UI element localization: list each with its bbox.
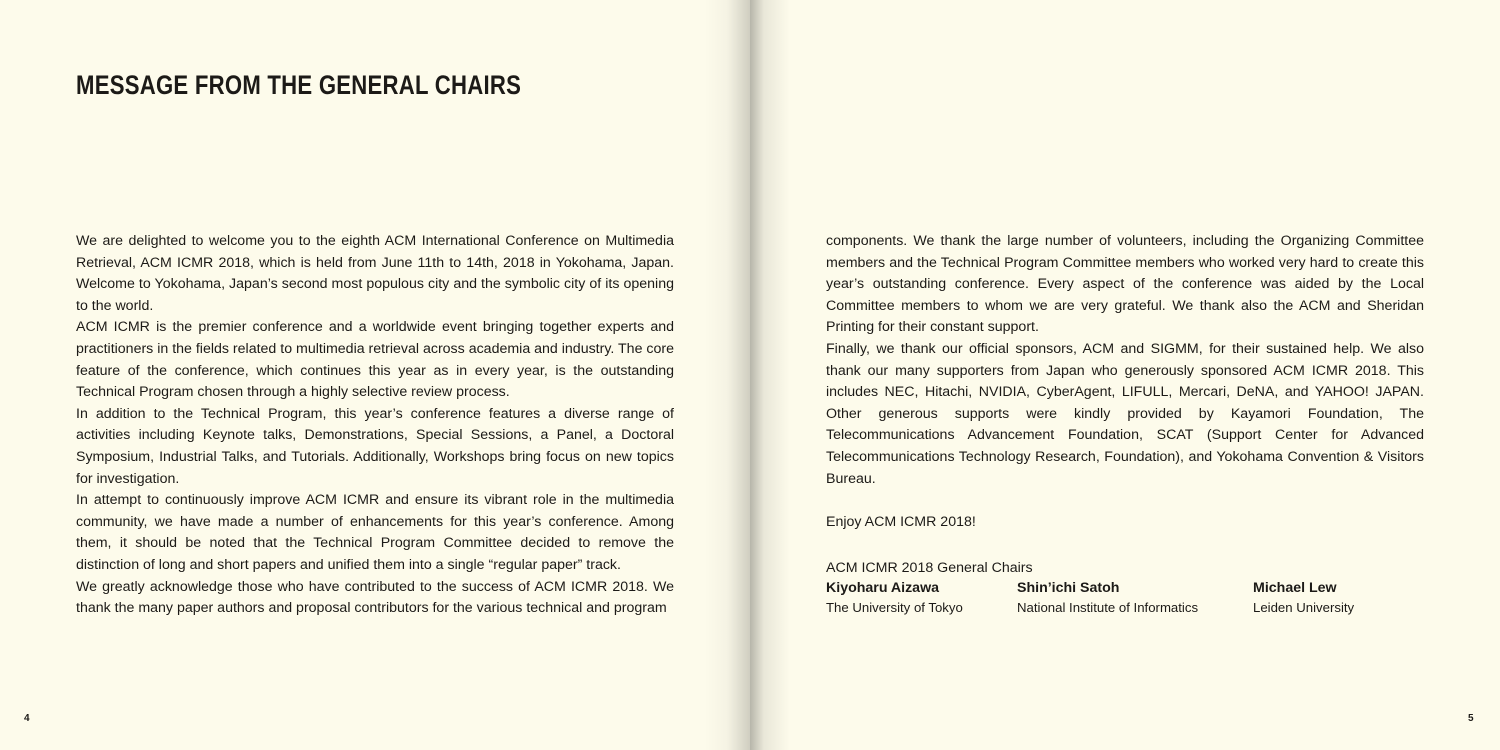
right-page	[750, 0, 1500, 750]
left-body-text	[76, 231, 674, 620]
chair-affiliation: The University of Tokyo	[826, 600, 963, 615]
chair-entry	[1017, 579, 1198, 617]
chair-name: Michael Lew	[1253, 580, 1337, 596]
right-body-text	[826, 231, 1424, 533]
page-title: MESSAGE FROM THE GENERAL CHAIRS	[76, 70, 522, 100]
chair-name: Kiyoharu Aizawa	[826, 580, 940, 596]
chair-entry	[826, 579, 963, 617]
closing-line: Enjoy ACM ICMR 2018!	[826, 513, 976, 530]
page-number-left: 4	[24, 713, 30, 724]
chairs-heading: ACM ICMR 2018 General Chairs	[826, 560, 1033, 576]
chair-entry	[1253, 579, 1354, 617]
paragraph-welcome: We are delighted to welcome you to the eighth ACM International Conference on Multimedia Retrieval, ACM ICMR 2018, which is held from June 11th to 14th, 2018 in Yokohama, Japan. Welcome to Yokohama, Japan’s second most populous city and the symbolic city of its opening to the world.	[76, 233, 674, 314]
gutter-shadow-left	[704, 0, 750, 750]
paragraph-volunteers: components. We thank the large number of volunteers, including the Organizing Committee members and the Technical Program Committee members who worked very hard to create this year’s outstanding conference. Every aspect of the conference was aided by the Local Committee members to whom we are very grateful. We thank also the ACM and Sheridan Printing for their constant support.	[826, 233, 1424, 336]
paragraph-enhancements: In attempt to continuously improve ACM ICMR and ensure its vibrant role in the multimedia community, we have made a number of enhancements for this year’s conference. Among them, it should be noted that the Technical Program Committee decided to remove the distinction of long and short papers and unified them into a single “regular paper” track.	[76, 492, 674, 573]
chair-affiliation: National Institute of Informatics	[1017, 600, 1199, 615]
paragraph-activities: In addition to the Technical Program, this year’s conference features a diverse range of activities including Keynote talks, Demonstrations, Special Sessions, a Panel, a Doctoral Symposium, Industrial Talks, and Tutorials. Additionally, Workshops bring focus on new topics for investigation.	[76, 405, 674, 487]
chair-affiliation: Leiden University	[1253, 600, 1355, 615]
gutter-shadow-right	[750, 0, 790, 750]
chair-name: Shin’ichi Satoh	[1017, 580, 1120, 596]
paragraph-acknowledgement: We greatly acknowledge those who have contributed to the success of ACM ICMR 2018. We thank the many paper authors and proposal contributors for the various technical and program	[76, 578, 674, 617]
paragraph-premier-conference: ACM ICMR is the premier conference and a worldwide event bringing together experts and practitioners in the fields related to multimedia retrieval across academia and industry. The core feature of the conference, which continues this year as in every year, is the outstanding Technical Program chosen through a highly selective review process.	[76, 319, 675, 401]
paragraph-sponsors: Finally, we thank our official sponsors, ACM and SIGMM, for their sustained help. We also thank our many supporters from Japan who generously sponsored ACM ICMR 2018. This includes NEC, Hitachi, NVIDIA, CyberAgent, LIFULL, Mercari, DeNA, and YAHOO! JAPAN. Other generous supports were kindly provided by Kayamori Foundation, The Telecommunications Advancement Foundation, SCAT (Support Center for Advanced Telecommunications Technology Research, Foundation), and Yokohama Convention & Visitors Bureau.	[826, 340, 1424, 487]
page-number-right: 5	[1468, 713, 1474, 724]
